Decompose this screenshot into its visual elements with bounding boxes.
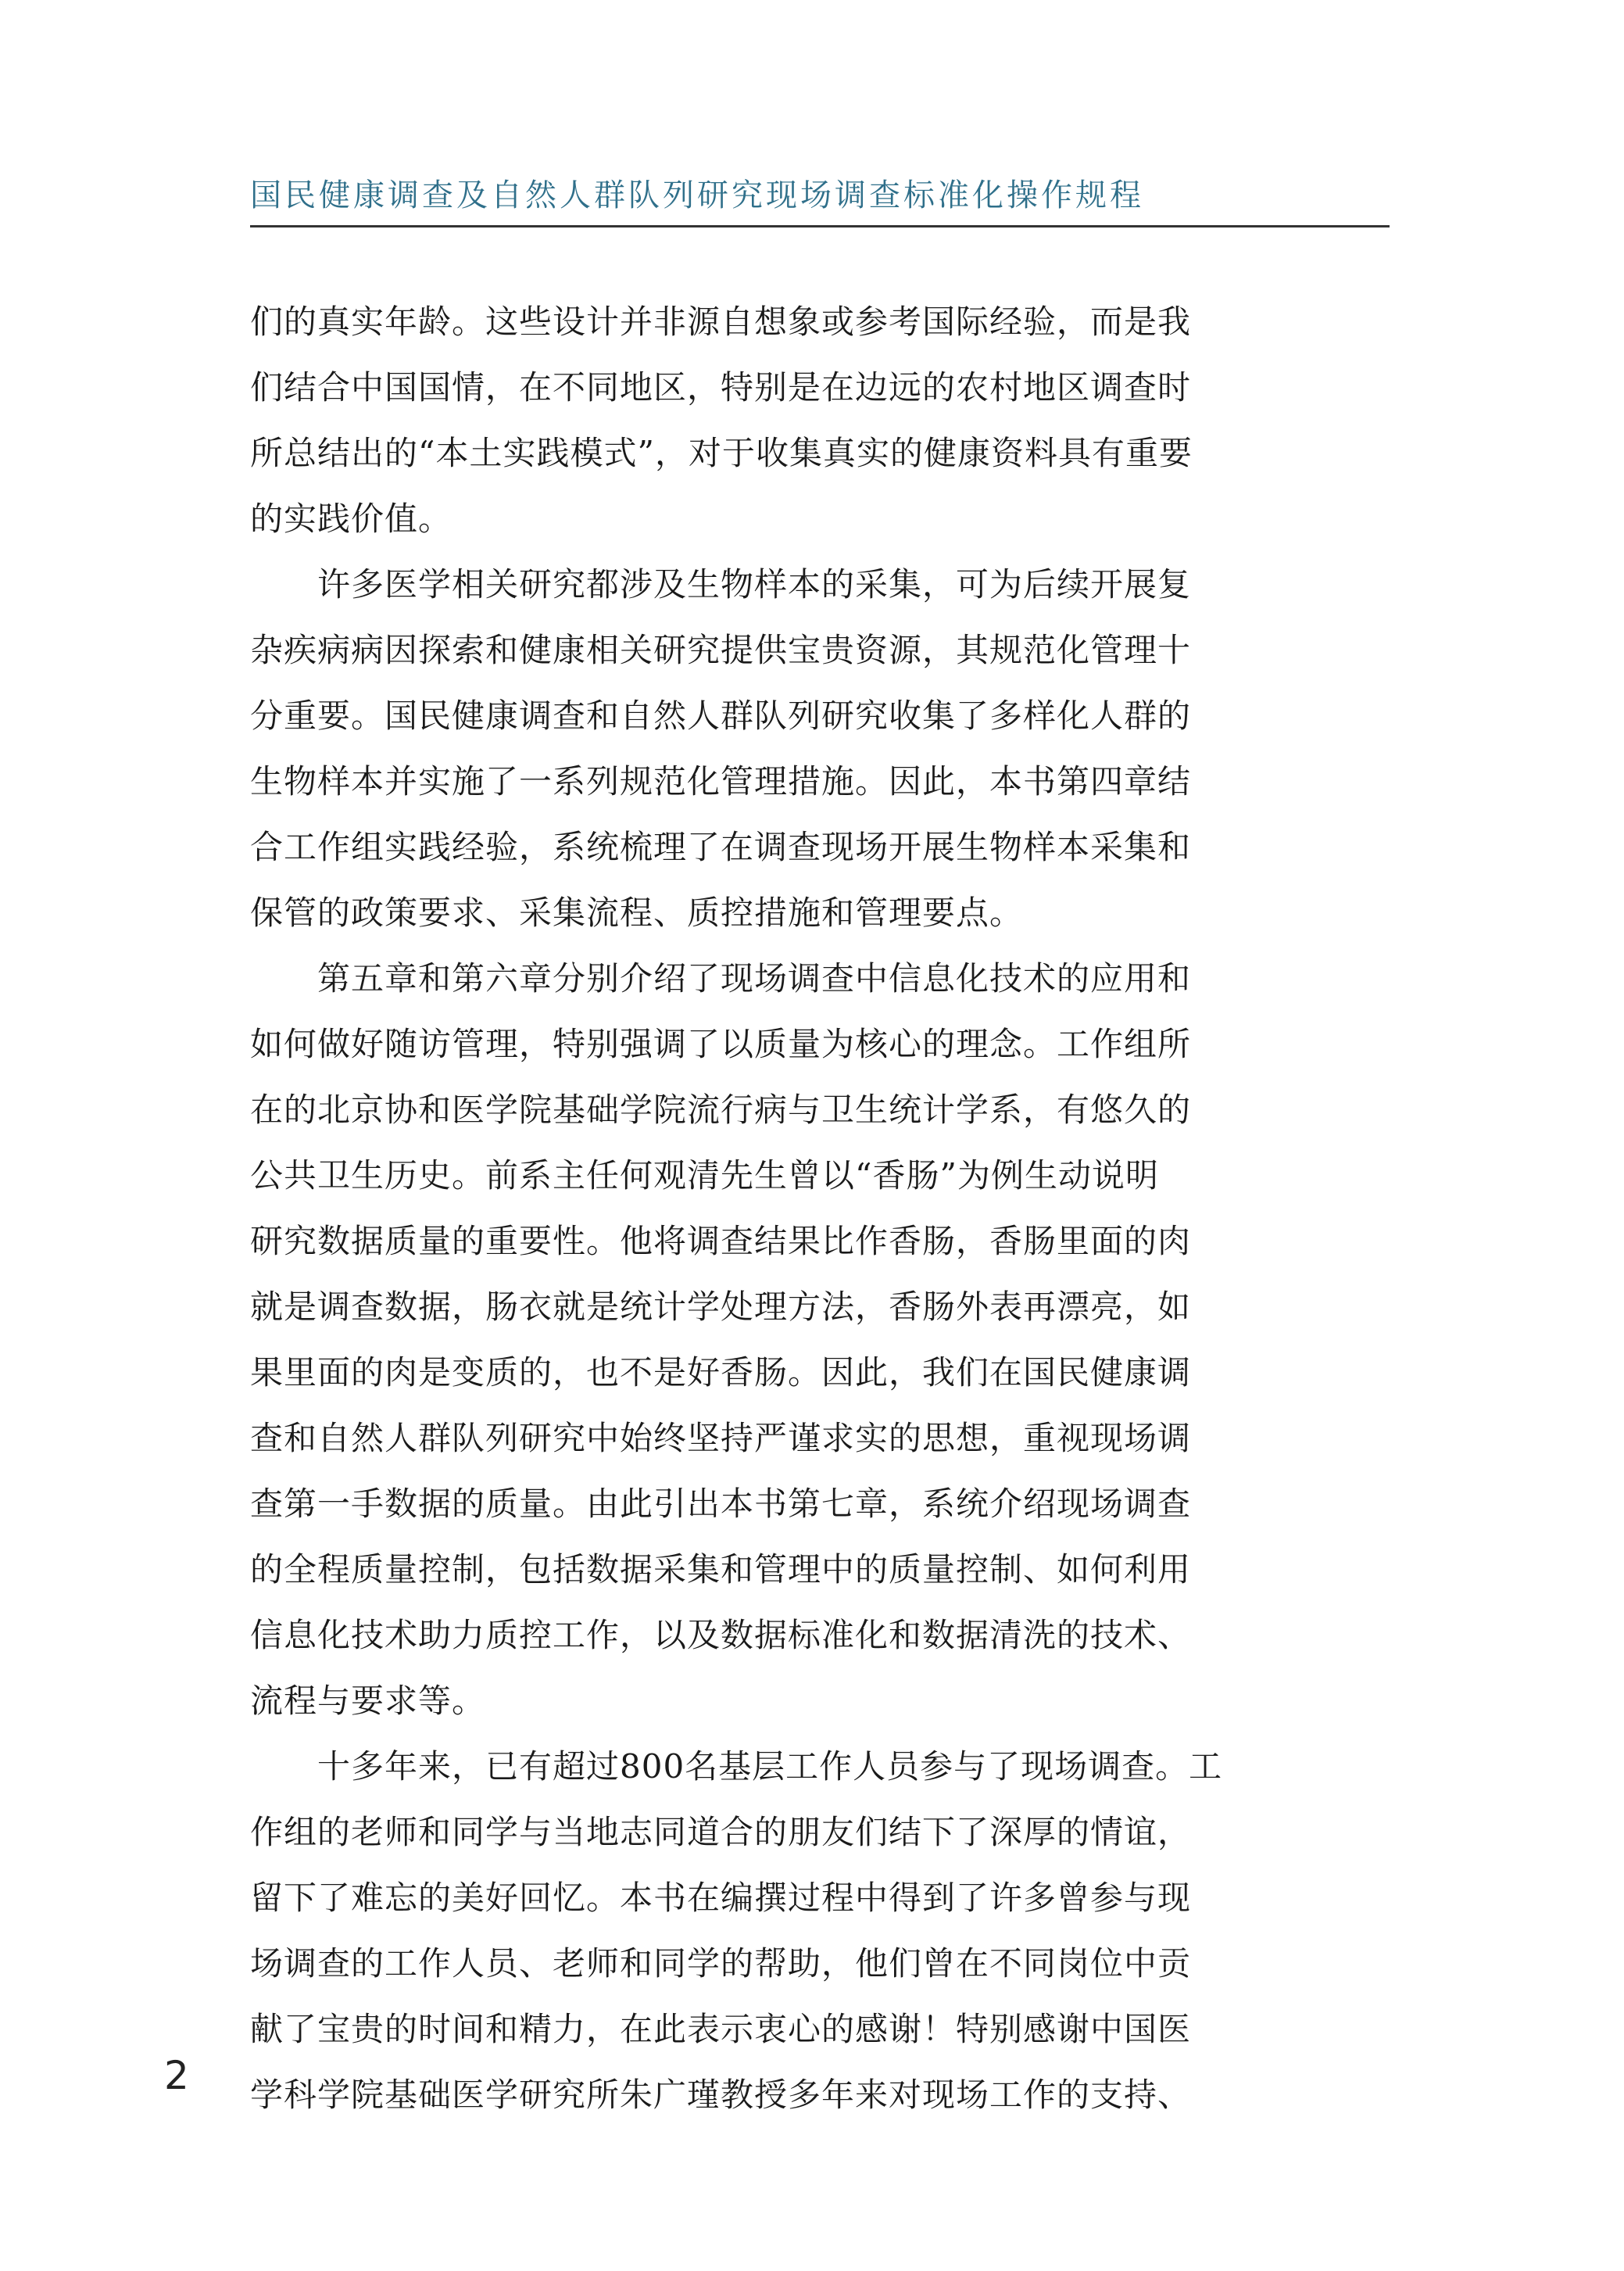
paragraph-first-line: 第五章和第六章分别介绍了现场调查中信息化技术的应用和 [317,959,1192,998]
text-line: 的全程质量控制，包括数据采集和管理中的质量控制、如何利用 [250,1550,1192,1589]
text-line: 留下了难忘的美好回忆。本书在编撰过程中得到了许多曾参与现 [250,1879,1192,1917]
text-line: 查第一手数据的质量。由此引出本书第七章，系统介绍现场调查 [250,1485,1192,1523]
text-line: 学科学院基础医学研究所朱广瑾教授多年来对现场工作的支持、 [250,2076,1192,2114]
header-rule [250,225,1390,227]
text-line: 场调查的工作人员、老师和同学的帮助，他们曾在不同岗位中贡 [250,1944,1192,1983]
text-line: 合工作组实践经验，系统梳理了在调查现场开展生物样本采集和 [250,828,1192,866]
page-number: 2 [164,2053,189,2098]
text-line: 杂疾病病因探索和健康相关研究提供宝贵资源，其规范化管理十 [250,631,1192,669]
text-line: 流程与要求等。 [250,1682,486,1720]
text-line: 就是调查数据，肠衣就是统计学处理方法，香肠外表再漂亮，如 [250,1288,1192,1326]
text-line: 生物样本并实施了一系列规范化管理措施。因此，本书第四章结 [250,762,1192,801]
text-line: 的实践价值。 [250,500,453,538]
text-line: 如何做好随访管理，特别强调了以质量为核心的理念。工作组所 [250,1025,1192,1063]
text-line: 分重要。国民健康调查和自然人群队列研究收集了多样化人群的 [250,697,1192,735]
text-line: 们的真实年龄。这些设计并非源自想象或参考国际经验，而是我 [250,303,1192,341]
text-line: 在的北京协和医学院基础学院流行病与卫生统计学系，有悠久的 [250,1091,1192,1129]
paragraph-first-line: 许多医学相关研究都涉及生物样本的采集，可为后续开展复 [317,565,1192,604]
text-line: 研究数据质量的重要性。他将调查结果比作香肠，香肠里面的肉 [250,1222,1192,1260]
text-line: 保管的政策要求、采集流程、质控措施和管理要点。 [250,894,1024,932]
running-header-title: 国民健康调查及自然人群队列研究现场调查标准化操作规程 [250,177,1144,213]
paragraph-first-line: 十多年来，已有超过800名基层工作人员参与了现场调查。工 [317,1747,1223,1786]
text-line: 查和自然人群队列研究中始终坚持严谨求实的思想，重视现场调 [250,1419,1192,1457]
text-line: 公共卫生历史。前系主任何观清先生曾以“香肠”为例生动说明 [250,1156,1159,1195]
text-line: 信息化技术助力质控工作，以及数据标准化和数据清洗的技术、 [250,1616,1192,1654]
text-line: 献了宝贵的时间和精力，在此表示衷心的感谢！特别感谢中国医 [250,2010,1192,2048]
text-line: 们结合中国国情，在不同地区，特别是在边远的农村地区调查时 [250,368,1192,407]
body-text [250,289,1223,2128]
text-line: 果里面的肉是变质的，也不是好香肠。因此，我们在国民健康调 [250,1353,1192,1392]
text-line: 作组的老师和同学与当地志同道合的朋友们结下了深厚的情谊， [250,1813,1192,1851]
text-line: 所总结出的“本土实践模式”，对于收集真实的健康资料具有重要 [250,434,1193,472]
